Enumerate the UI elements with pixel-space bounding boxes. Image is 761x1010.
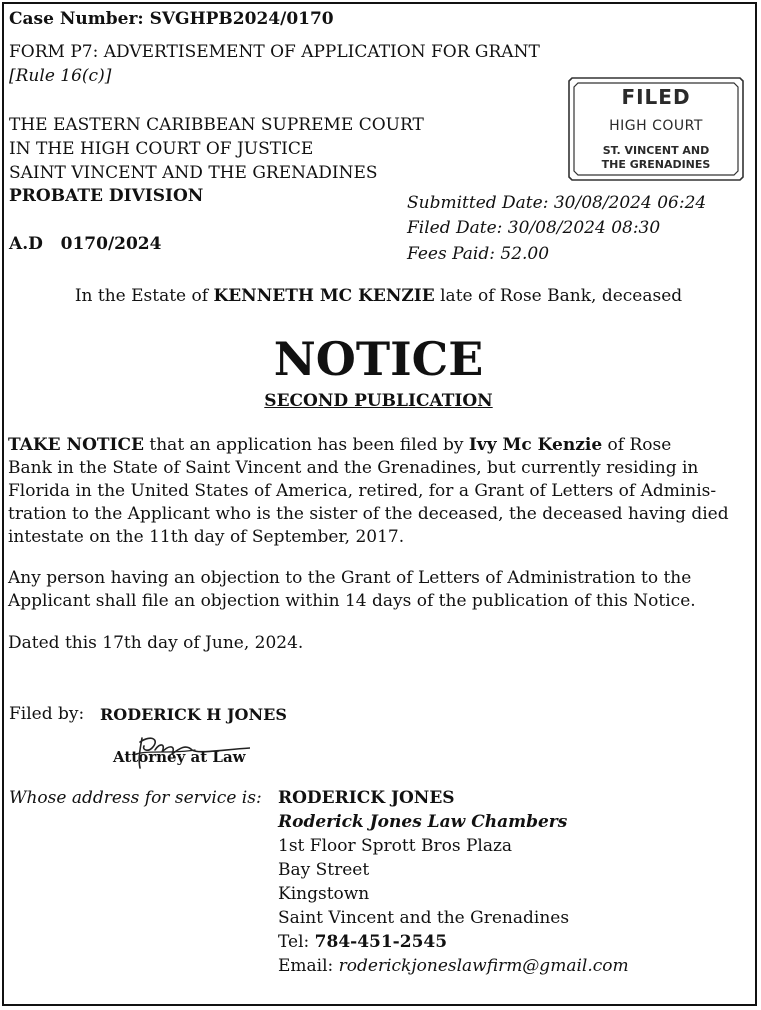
email-address[interactable]: roderickjoneslawfirm@gmail.com: [338, 956, 629, 976]
address-line-2: Bay Street: [278, 860, 370, 880]
submitted-date: Submitted Date: 30/08/2024 06:24: [407, 193, 707, 213]
firm-name: Roderick Jones Law Chambers: [278, 812, 568, 832]
signature-image: [100, 720, 250, 772]
p1-line-5: intestate on the 11th day of September, 2017.: [8, 527, 405, 547]
form-title: FORM P7: ADVERTISEMENT OF APPLICATION FOR GRANT: [9, 42, 540, 62]
ad-number: 0170/2024: [60, 234, 162, 254]
filed-date: Filed Date: 30/08/2024 08:30: [407, 218, 661, 238]
notice-paragraph-1: [8, 434, 748, 549]
stamp-jurisdiction-2: THE GRENADINES: [601, 158, 711, 171]
applicant-name: Ivy Mc Kenzie: [468, 435, 603, 455]
dated-line: Dated this 17th day of June, 2024.: [8, 633, 304, 653]
fees-paid: Fees Paid: 52.00: [407, 244, 550, 264]
ad-number-line: [9, 234, 161, 254]
stamp-court: HIGH COURT: [609, 118, 703, 134]
address-line-3: Kingstown: [278, 884, 370, 904]
stamp-jurisdiction-1: ST. VINCENT AND: [602, 144, 710, 157]
p1-text-1: that an application has been filed by: [144, 435, 469, 455]
p1-line-2: Bank in the State of Saint Vincent and the Grenadines, but currently residing in: [8, 458, 699, 478]
estate-suffix: late of Rose Bank, deceased: [434, 286, 683, 306]
address-name: RODERICK JONES: [278, 788, 455, 808]
address-label: Whose address for service is:: [9, 788, 262, 808]
estate-line: [0, 286, 757, 306]
address-line-1: 1st Floor Sprott Bros Plaza: [278, 836, 513, 856]
case-number: Case Number: SVGHPB2024/0170: [9, 9, 334, 29]
email: [278, 956, 629, 976]
filed-stamp: [566, 75, 746, 183]
address-line-4: Saint Vincent and the Grenadines: [278, 908, 570, 928]
notice-title: NOTICE: [273, 332, 484, 386]
email-label: Email:: [278, 956, 339, 976]
division: PROBATE DIVISION: [9, 186, 204, 206]
tel-number: 784-451-2545: [314, 932, 448, 952]
filer-title: Attorney at Law: [113, 748, 246, 766]
telephone: [278, 932, 447, 952]
deceased-name: KENNETH MC KENZIE: [213, 286, 435, 306]
tel-label: Tel:: [278, 932, 315, 952]
court-line-2: IN THE HIGH COURT OF JUSTICE: [9, 139, 314, 159]
estate-prefix: In the Estate of: [74, 286, 214, 306]
p1-line-3: Florida in the United States of America, retired, for a Grant of Letters of Adminis-: [8, 481, 717, 501]
rule-reference: [Rule 16(c)]: [9, 66, 112, 86]
p1-line-4: tration to the Applicant who is the sister of the deceased, the deceased having died: [8, 504, 729, 524]
filed-by-label: Filed by:: [9, 704, 85, 724]
filer-name: RODERICK H JONES: [100, 705, 287, 724]
p1-text-2: of Rose: [602, 435, 672, 455]
notice-subtitle: SECOND PUBLICATION: [264, 391, 493, 411]
ad-label: A.D: [9, 234, 43, 254]
notice-paragraph-2: [8, 567, 748, 613]
stamp-filed: FILED: [621, 85, 691, 109]
take-notice: TAKE NOTICE: [8, 435, 144, 455]
court-line-3: SAINT VINCENT AND THE GRENADINES: [9, 163, 378, 183]
court-line-1: THE EASTERN CARIBBEAN SUPREME COURT: [9, 115, 424, 135]
p2-line-2: Applicant shall file an objection within 14 days of the publication of this Notice.: [8, 591, 696, 611]
p2-line-1: Any person having an objection to the Grant of Letters of Administration to the: [8, 568, 692, 588]
